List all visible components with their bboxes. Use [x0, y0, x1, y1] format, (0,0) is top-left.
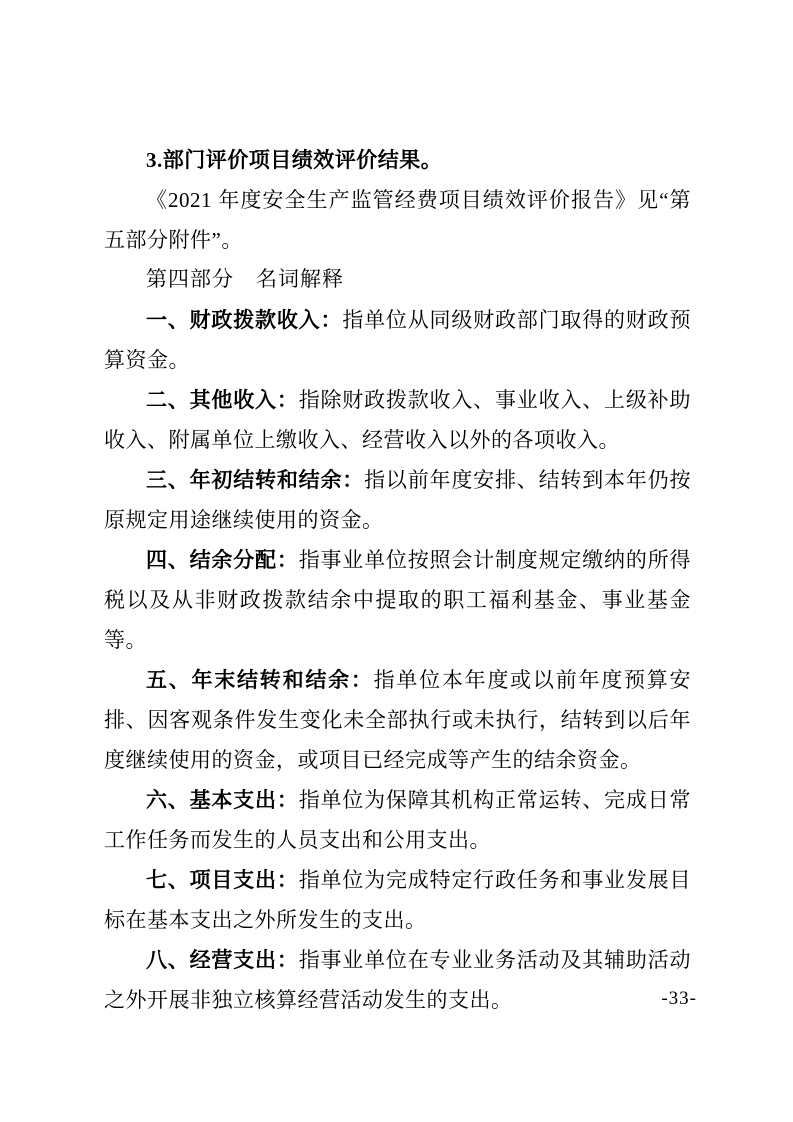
- term-paragraph: [104, 780, 691, 860]
- term-paragraph: [104, 860, 691, 940]
- term-label: 四、结余分配：: [146, 548, 299, 572]
- term-paragraph: [104, 660, 691, 780]
- term-paragraph: [104, 540, 691, 660]
- report-reference: 《2021 年度安全生产监管经费项目绩效评价报告》见“第五部分附件”。: [104, 188, 691, 252]
- term-definition: 指除财政拨款收入、事业收入、上级补助收入、附属单位上缴收入、经营收入以外的各项收入。: [104, 388, 691, 452]
- term-paragraph: [104, 380, 691, 460]
- term-label: 七、项目支出：: [146, 868, 299, 892]
- term-label: 三、年初结转和结余：: [146, 468, 365, 492]
- term-definition: 指单位为保障其机构正常运转、完成日常工作任务而发生的人员支出和公用支出。: [104, 788, 691, 852]
- term-label: 一、财政拨款收入：: [146, 308, 343, 332]
- term-definition: 指单位从同级财政部门取得的财政预算资金。: [104, 308, 691, 372]
- term-definition: 指单位本年度或以前年度预算安排、因客观条件发生变化未全部执行或未执行，结转到以后年度继续使用的资金，或项目已经完成等产生的结余资金。: [104, 668, 691, 772]
- result-heading: 3.部门评价项目绩效评价结果。: [146, 148, 443, 172]
- term-label: 八、经营支出：: [146, 948, 299, 972]
- term-definition: 指单位为完成特定行政任务和事业发展目标在基本支出之外所发生的支出。: [104, 868, 691, 932]
- page-number: -33-: [661, 988, 697, 1009]
- term-definition: 指事业单位在专业业务活动及其辅助活动之外开展非独立核算经营活动发生的支出。: [104, 948, 691, 1012]
- term-label: 六、基本支出：: [146, 788, 299, 812]
- term-paragraph: [104, 940, 691, 1020]
- term-definition: 指以前年度安排、结转到本年仍按原规定用途继续使用的资金。: [104, 468, 691, 532]
- term-label: 二、其他收入：: [146, 388, 299, 412]
- term-label: 五、年末结转和结余：: [146, 668, 374, 692]
- term-paragraph: [104, 300, 691, 380]
- term-paragraph: [104, 460, 691, 540]
- section-heading: 第四部分 名词解释: [146, 268, 344, 291]
- term-definition: 指事业单位按照会计制度规定缴纳的所得税以及从非财政拨款结余中提取的职工福利基金、事业基金等。: [104, 548, 691, 652]
- document-content: [104, 140, 691, 1020]
